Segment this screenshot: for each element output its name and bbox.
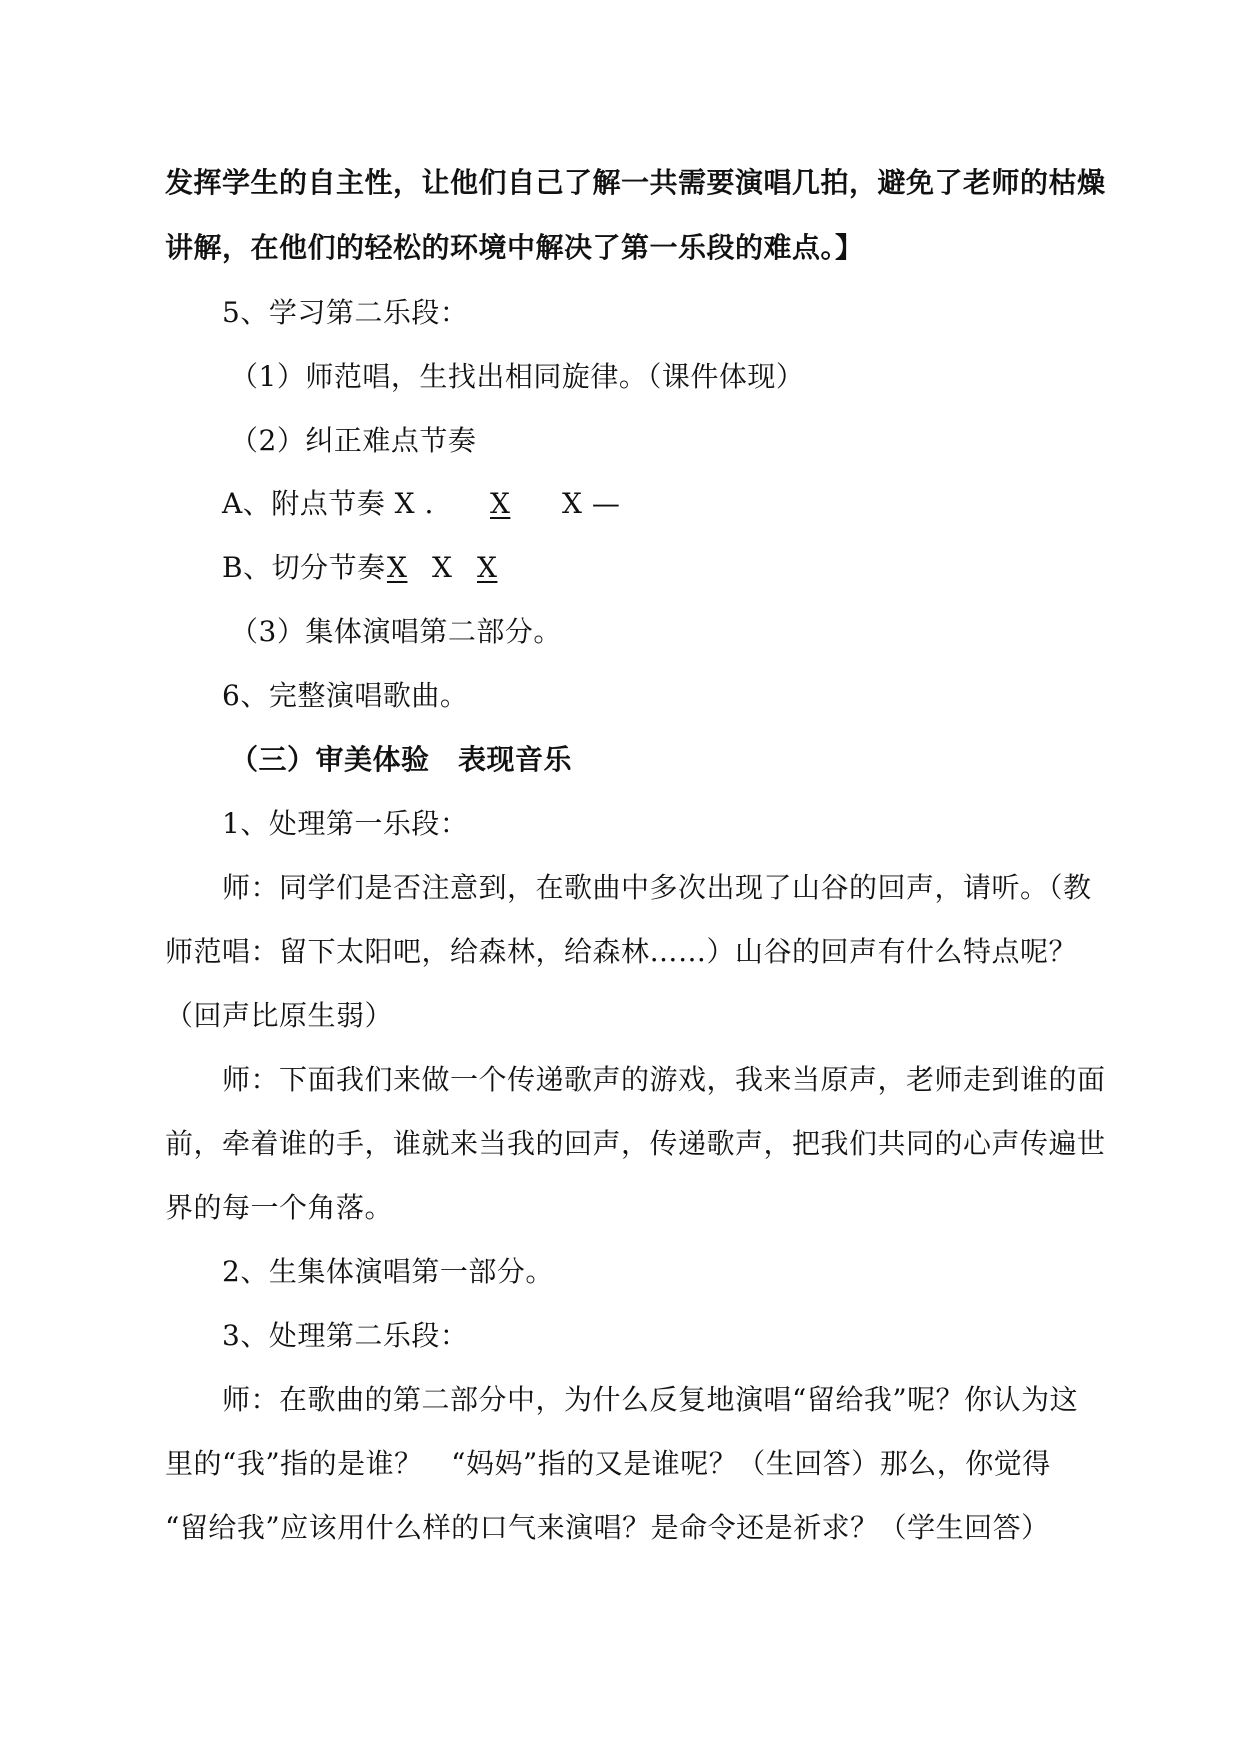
- rhythm-note: X: [432, 551, 453, 584]
- paragraph-line: 里的“我”指的是谁？ “妈妈”指的又是谁呢？（生回答）那么，你觉得: [165, 1447, 1051, 1480]
- rhythm-note: X: [490, 487, 511, 520]
- paragraph-line: 讲解，在他们的轻松的环境中解决了第一乐段的难点。】: [165, 231, 864, 264]
- list-item: （2）纠正难点节奏: [230, 424, 477, 457]
- rhythm-label: A、附点节奏 X .: [222, 487, 434, 520]
- paragraph-line: 发挥学生的自主性，让他们自己了解一共需要演唱几拍，避免了老师的枯燥: [165, 166, 1106, 199]
- rhythm-line-syncopation: [222, 548, 1182, 588]
- rhythm-label: B、切分节奏: [222, 551, 386, 584]
- step-heading: 1、处理第一乐段：: [222, 807, 469, 840]
- rhythm-line-dotted: [222, 484, 1182, 524]
- rhythm-note: X —: [562, 487, 621, 520]
- paragraph-line: 师范唱：留下太阳吧，给森林，给森林……）山谷的回声有什么特点呢？: [165, 935, 1078, 968]
- step-heading: 2、生集体演唱第一部分。: [222, 1255, 554, 1288]
- step-heading: 5、学习第二乐段：: [222, 296, 469, 329]
- step-heading: 3、处理第二乐段：: [222, 1319, 469, 1352]
- paragraph-line: （回声比原生弱）: [165, 999, 394, 1032]
- paragraph-line: 界的每一个角落。: [165, 1191, 394, 1224]
- paragraph-line: 前，牵着谁的手，谁就来当我的回声，传递歌声，把我们共同的心声传遍世: [165, 1127, 1106, 1160]
- step-heading: 6、完整演唱歌曲。: [222, 679, 469, 712]
- rhythm-note: X: [477, 551, 498, 584]
- paragraph-line: “留给我”应该用什么样的口气来演唱？是命令还是祈求？（学生回答）: [165, 1511, 1050, 1544]
- paragraph-line: 师：下面我们来做一个传递歌声的游戏，我来当原声，老师走到谁的面: [222, 1063, 1106, 1096]
- section-heading: （三）审美体验 表现音乐: [230, 743, 573, 776]
- paragraph-line: 师：同学们是否注意到，在歌曲中多次出现了山谷的回声，请听。（教: [222, 871, 1092, 904]
- list-item: （3）集体演唱第二部分。: [230, 615, 562, 648]
- rhythm-note: X: [387, 551, 408, 584]
- list-item: （1）师范唱，生找出相同旋律。（课件体现）: [230, 360, 805, 393]
- paragraph-line: 师：在歌曲的第二部分中，为什么反复地演唱“留给我”呢？你认为这: [222, 1383, 1079, 1416]
